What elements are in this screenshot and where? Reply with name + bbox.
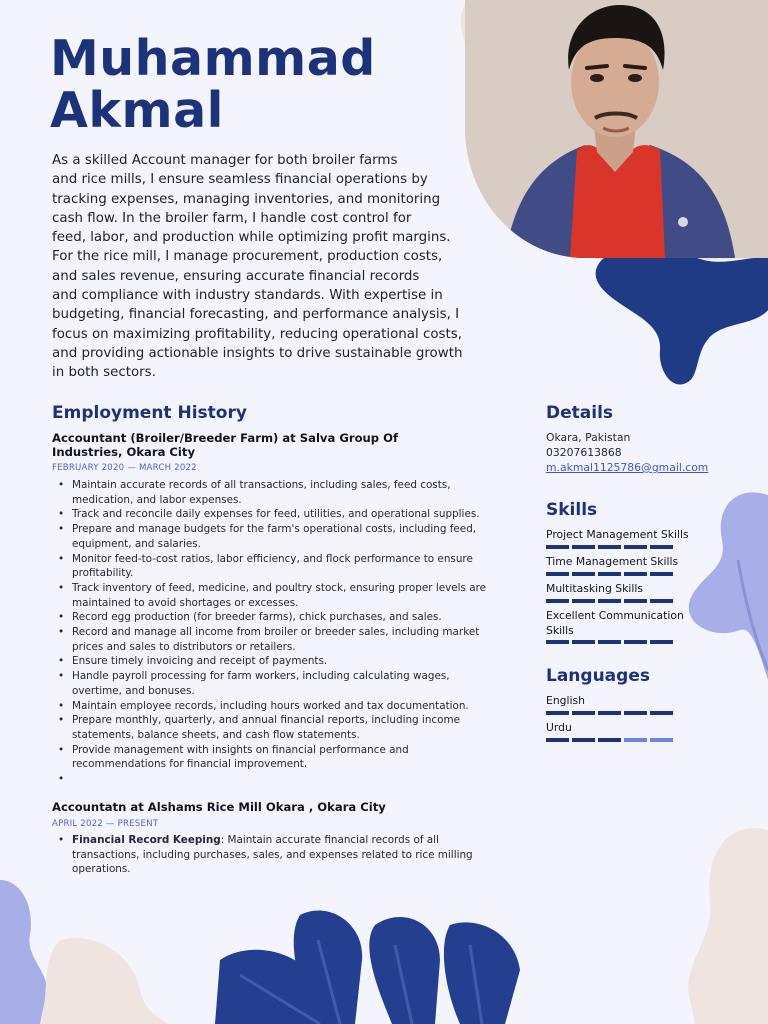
level-segment xyxy=(572,599,595,603)
skill-item xyxy=(546,528,706,549)
skill-item xyxy=(546,555,706,576)
level-segment xyxy=(624,738,647,742)
skill-label: Excellent Communication xyxy=(546,609,684,622)
level-segment xyxy=(546,572,569,576)
skill-label: Project Management Skills xyxy=(546,528,689,541)
summary-line: in both sectors. xyxy=(52,365,156,381)
language-level-bar xyxy=(546,711,706,715)
employment-history-heading: Employment History xyxy=(52,403,247,423)
peach-blob-bottom-left xyxy=(40,938,170,1024)
skill-label: Skills xyxy=(546,623,574,637)
level-segment xyxy=(572,545,595,549)
summary-line: and compliance with industry standards. With expertise in xyxy=(52,288,443,304)
level-segment xyxy=(572,711,595,715)
skill-level-bar xyxy=(546,545,706,549)
job-title-2 xyxy=(52,800,522,814)
level-segment xyxy=(546,599,569,603)
level-segment xyxy=(546,640,569,644)
level-segment xyxy=(650,738,673,742)
job-title-1 xyxy=(52,431,522,459)
navy-blob-top xyxy=(596,243,768,384)
level-segment xyxy=(598,640,621,644)
list-item: • Ensure timely invoicing and receipt of payments. xyxy=(58,654,528,669)
job-title-line: Industries, Okara City xyxy=(52,445,196,459)
language-item xyxy=(546,694,706,715)
job-title-line: Accountatn at Alshams Rice Mill Okara , Okara City xyxy=(52,800,386,814)
phone: 03207613868 xyxy=(546,446,622,459)
list-item: • Track and reconcile daily expenses for feed, utilities, and operational supplies. xyxy=(58,507,528,522)
list-item: • Provide management with insights on financial performance and recommendations for financial improvement. xyxy=(58,743,528,772)
level-segment xyxy=(572,640,595,644)
level-segment xyxy=(624,545,647,549)
list-item: • Prepare and manage budgets for the farm's operational costs, including feed, equipment, and salaries. xyxy=(58,522,528,551)
first-name: Muhammad xyxy=(50,30,376,87)
candidate-name xyxy=(50,30,376,139)
job-dates-1: FEBRUARY 2020 — MARCH 2022 xyxy=(52,463,197,473)
level-segment xyxy=(650,545,673,549)
level-segment xyxy=(650,711,673,715)
level-segment xyxy=(650,599,673,603)
list-item: • Handle payroll processing for farm workers, including calculating wages, overtime, and bonuses. xyxy=(58,669,528,698)
level-segment xyxy=(598,711,621,715)
level-segment xyxy=(650,640,673,644)
skill-label: Time Management Skills xyxy=(546,555,679,568)
list-item: • Financial Record Keeping: Maintain accurate financial records of all transactions, including purchases, sales, and expenses related to rice milling operations. xyxy=(58,833,528,877)
last-name: Akmal xyxy=(50,82,224,139)
level-segment xyxy=(546,738,569,742)
skill-level-bar xyxy=(546,640,706,644)
job-1-duties xyxy=(58,478,528,787)
list-item: • Record egg production (for breeder farms), chick purchases, and sales. xyxy=(58,610,528,625)
summary-line: tracking expenses, managing inventories, and monitoring xyxy=(52,191,441,207)
lilac-blob-bottom-left xyxy=(0,880,47,1024)
location: Okara, Pakistan xyxy=(546,431,631,444)
level-segment xyxy=(624,599,647,603)
peach-blob-bottom-right xyxy=(688,828,768,1024)
language-label: English xyxy=(546,694,585,707)
skills-heading: Skills xyxy=(546,500,598,520)
job-2-duties xyxy=(58,833,528,877)
level-segment xyxy=(624,640,647,644)
job-dates-2: APRIL 2022 — PRESENT xyxy=(52,819,159,829)
level-segment xyxy=(624,572,647,576)
summary-line: budgeting, financial forecasting, and performance analysis, I xyxy=(52,307,460,323)
level-segment xyxy=(598,738,621,742)
level-segment xyxy=(546,545,569,549)
level-segment xyxy=(598,545,621,549)
level-segment xyxy=(598,572,621,576)
level-segment xyxy=(650,572,673,576)
summary-line: and sales revenue, ensuring accurate financial records xyxy=(52,268,420,284)
language-label: Urdu xyxy=(546,721,572,734)
email-link[interactable]: m.akmal1125786@gmail.com xyxy=(546,461,709,474)
level-segment xyxy=(572,738,595,742)
level-segment xyxy=(572,572,595,576)
job-title-line: Accountant (Broiler/Breeder Farm) at Salva Group Of xyxy=(52,431,399,445)
list-item: • Track inventory of feed, medicine, and poultry stock, ensuring proper levels are maintained to avoid shortages or excesses. xyxy=(58,581,528,610)
list-item: • Record and manage all income from broiler or breeder sales, including market prices and sales to distributors or retailers. xyxy=(58,625,528,654)
list-item: • Maintain employee records, including hours worked and tax documentation. xyxy=(58,699,528,714)
skill-item xyxy=(546,582,706,603)
skill-label: Multitasking Skills xyxy=(546,582,643,595)
summary-line: As a skilled Account manager for both broiler farms xyxy=(52,153,398,168)
language-item xyxy=(546,721,706,742)
details-section xyxy=(546,403,708,475)
list-item: • Monitor feed-to-cost ratios, labor efficiency, and flock performance to ensure profitability. xyxy=(58,552,528,581)
languages-heading: Languages xyxy=(546,666,650,686)
skill-level-bar xyxy=(546,572,706,576)
details-heading: Details xyxy=(546,403,614,423)
level-segment xyxy=(546,711,569,715)
level-segment xyxy=(598,599,621,603)
language-level-bar xyxy=(546,738,706,742)
summary-line: focus on maximizing profitability, reducing operational costs, xyxy=(52,326,462,342)
list-item: • Maintain accurate records of all transactions, including sales, feed costs, medication, and labor expenses. xyxy=(58,478,528,507)
profile-summary xyxy=(52,151,522,383)
list-item: • Prepare monthly, quarterly, and annual financial reports, including income statements, balance sheets, and cash flow statements. xyxy=(58,713,528,742)
summary-line: and rice mills, I ensure seamless financial operations by xyxy=(52,172,428,188)
summary-line: feed, labor, and production while optimizing profit margins. xyxy=(52,230,451,246)
summary-line: For the rice mill, I manage procurement, production costs, xyxy=(52,249,443,265)
summary-line: and providing actionable insights to drive sustainable growth xyxy=(52,345,463,361)
skill-item xyxy=(546,609,706,644)
list-item-empty xyxy=(58,772,528,787)
level-segment xyxy=(624,711,647,715)
skill-level-bar xyxy=(546,599,706,603)
summary-line: cash flow. In the broiler farm, I handle cost control for xyxy=(52,210,412,226)
